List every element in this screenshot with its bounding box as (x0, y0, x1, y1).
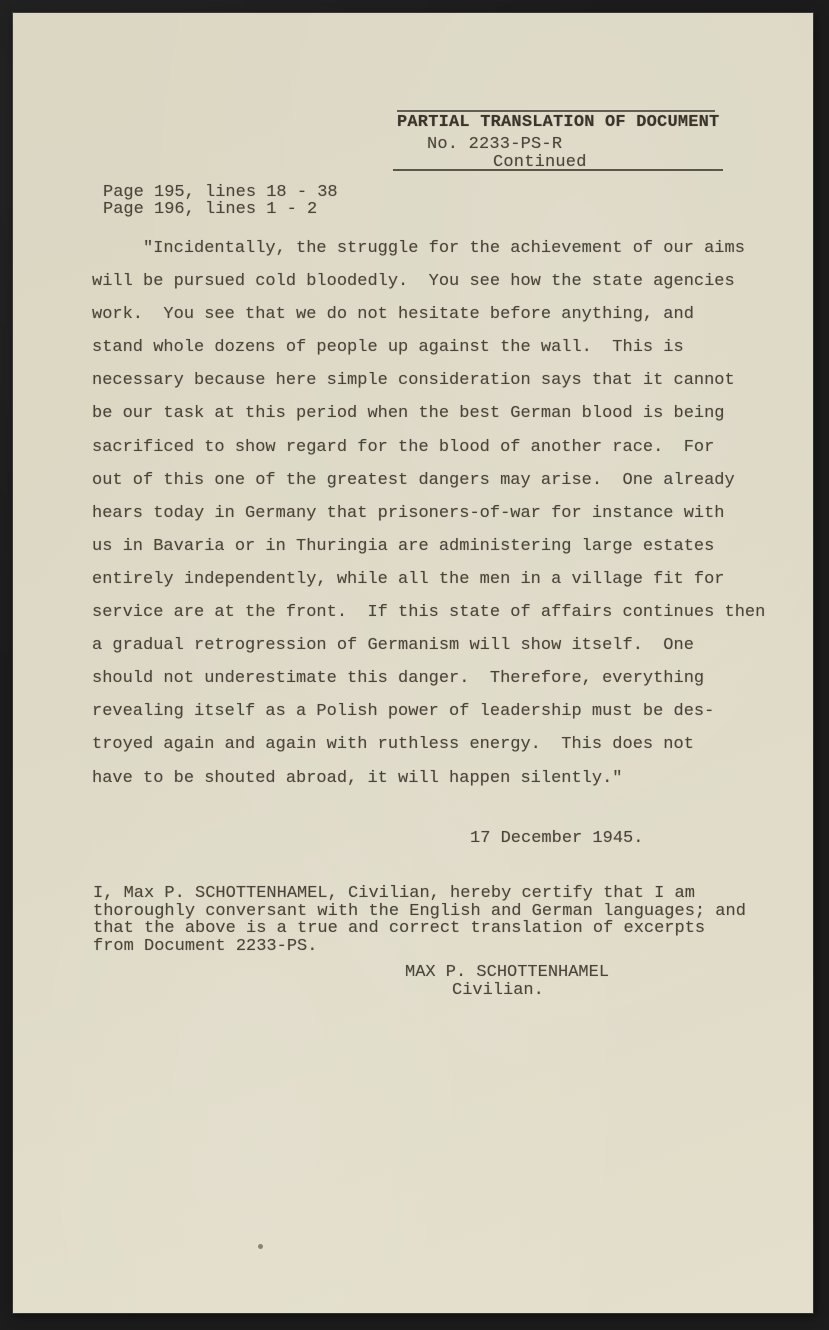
document-header (393, 107, 723, 187)
certification-line: from Document 2233-PS. (93, 936, 318, 956)
header-underline (393, 169, 723, 171)
body-text-line: out of this one of the greatest dangers may arise. One already (92, 470, 735, 490)
body-text-line: service are at the front. If this state of affairs continues then (92, 603, 766, 623)
page-reference-line: Page 196, lines 1 - 2 (103, 200, 318, 219)
body-text-line: hears today in Germany that prisoners-of-war for instance with (92, 503, 725, 523)
body-text-line: troyed again and again with ruthless energy. This does not (92, 735, 694, 755)
body-text-line: should not underestimate this danger. Therefore, everything (92, 669, 705, 689)
certification-line: I, Max P. SCHOTTENHAMEL, Civilian, hereby certify that I am (93, 884, 695, 903)
body-text-line: stand whole dozens of people up against the wall. This is (92, 338, 684, 358)
header-document-number: No. 2233-PS-R (427, 135, 563, 154)
header-title: PARTIAL TRANSLATION OF DOCUMENT (397, 113, 720, 132)
body-text-line: have to be shouted abroad, it will happen silently." (92, 768, 623, 788)
body-text-line: will be pursued cold bloodedly. You see how the state agencies (92, 272, 735, 292)
date-line: 17 December 1945. (470, 829, 644, 848)
certification-line: thoroughly conversant with the English and German languages; and (93, 901, 746, 921)
ink-speck (258, 1244, 263, 1249)
quoted-body-paragraph (92, 232, 792, 795)
body-text-line: be our task at this period when the best German blood is being (92, 404, 725, 424)
body-text-line: work. You see that we do not hesitate before anything, and (92, 305, 694, 325)
body-text-line: sacrificed to show regard for the blood of another race. For (92, 437, 715, 457)
certification-statement (93, 885, 746, 955)
body-text-line: necessary because here simple consideration says that it cannot (92, 371, 735, 391)
body-text-line: "Incidentally, the struggle for the achievement of our aims (92, 239, 745, 258)
paper (13, 13, 813, 1313)
certification-line: that the above is a true and correct translation of excerpts (93, 919, 706, 939)
page-line-references (103, 184, 338, 218)
header-overline (397, 110, 715, 112)
signature-title: Civilian. (452, 981, 544, 1000)
signature-name: MAX P. SCHOTTENHAMEL (405, 963, 610, 982)
body-text-line: a gradual retrogression of Germanism will show itself. One (92, 636, 694, 656)
body-text-line: revealing itself as a Polish power of leadership must be des- (92, 702, 715, 722)
page-reference-line: Page 195, lines 18 - 38 (103, 183, 338, 202)
body-text-line: us in Bavaria or in Thuringia are administering large estates (92, 536, 715, 556)
body-text-line: entirely independently, while all the men in a village fit for (92, 569, 725, 589)
header-continued-label: Continued (493, 153, 587, 172)
